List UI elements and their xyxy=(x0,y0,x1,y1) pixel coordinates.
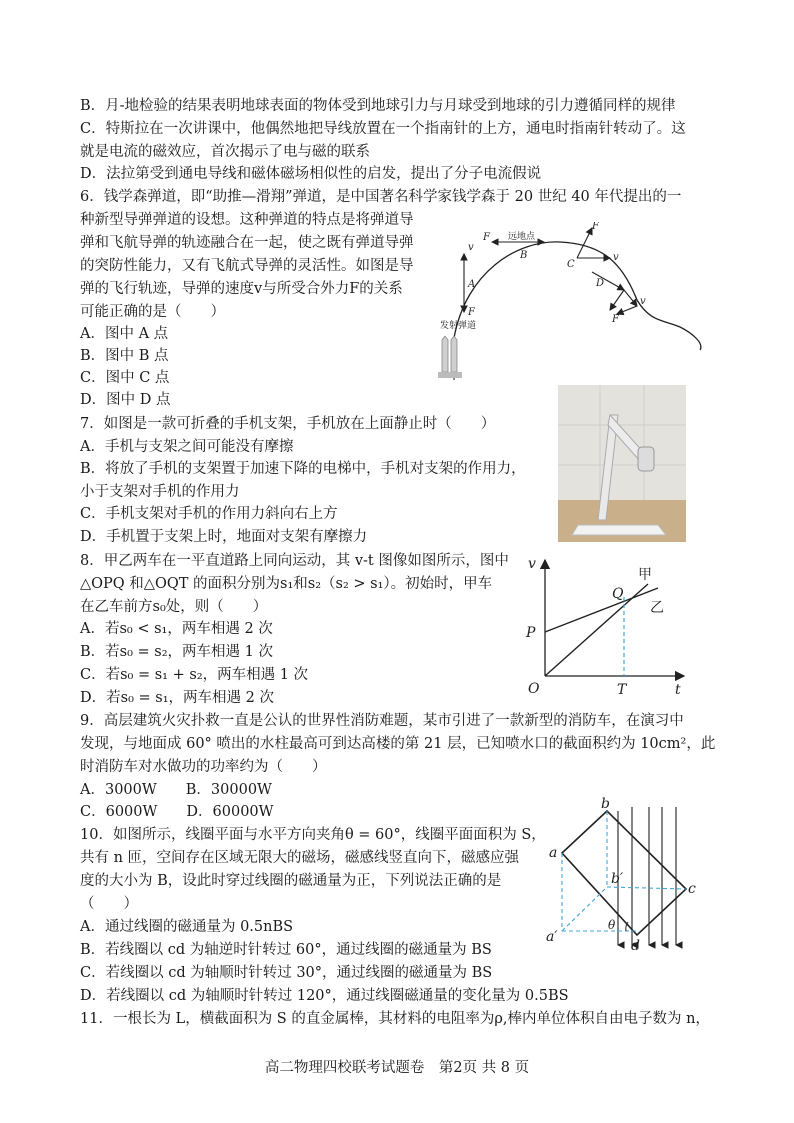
label-b: B xyxy=(520,250,528,261)
label-v-d: v xyxy=(640,296,646,307)
q6-option-b: B．图中 B 点 xyxy=(80,348,169,364)
label-c: c xyxy=(688,881,696,897)
q6-option-d: D．图中 D 点 xyxy=(80,392,171,408)
question-9-text: 发现，与地面成 60° 喷出的水柱最高可到达高楼的第 21 层，已知喷水口的截面积约为 10cm²，此 xyxy=(80,736,716,752)
option-d-text: D．法拉第受到通电导线和磁体磁场相似性的启发，提出了分子电流假说 xyxy=(80,166,542,182)
q8-option-b: B．若s₀ = s₂，两车相遇 1 次 xyxy=(80,644,273,660)
label-v-c: v xyxy=(613,252,619,263)
question-6-text: 种新型导弹弹道的设想。这种弹道的特点是将弹道导 xyxy=(80,212,414,228)
label-yi: 乙 xyxy=(650,600,664,616)
label-v: v xyxy=(528,556,536,572)
q10-option-b: B．若线圈以 cd 为轴逆时针转过 60°，通过线圈的磁通量为 BS xyxy=(80,942,492,958)
label-f-b: F xyxy=(483,232,490,243)
q9-options-cd: C．6000W D．60000W xyxy=(80,804,274,820)
label-d: D xyxy=(596,278,605,289)
question-6-text: 可能正确的是（ ） xyxy=(80,304,225,320)
q8-option-a: A．若s₀ < s₁，两车相遇 2 次 xyxy=(80,621,273,637)
missile-trajectory-figure xyxy=(432,222,714,380)
question-8-text: 在乙车前方s₀处，则（ ） xyxy=(80,599,268,615)
label-p: P xyxy=(526,625,536,641)
question-9-text: 时消防车对水做功的功率约为（ ） xyxy=(80,759,327,775)
question-11-text: 11．一根长为 L，横截面积为 S 的直金属棒，其材料的电阻率为ρ,棒内单位体积自由电子数为 n， xyxy=(80,1011,710,1027)
q7-option-d: D．手机置于支架上时，地面对支架有摩擦力 xyxy=(80,529,368,545)
label-apogee: 远地点 xyxy=(508,232,536,242)
option-c-text: C．特斯拉在一次讲课中，他偶然地把导线放置在一个指南针的上方，通电时指南针转动了。这 xyxy=(80,121,686,137)
q7-option-b: B．将放了手机的支架置于加速下降的电梯中，手机对支架的作用力， xyxy=(80,461,526,477)
missile-icon xyxy=(434,336,464,380)
q10-option-a: A．通过线圈的磁通量为 0.5nBS xyxy=(80,919,294,935)
question-6-text: 6．钱学森弹道，即“助推—滑翔”弹道，是中国著名科学家钱学森于 20 世纪 40 年代提出的一 xyxy=(80,189,682,205)
phone-stand-photo xyxy=(558,385,686,542)
question-7-text: 7．如图是一款可折叠的手机支架，手机放在上面静止时（ ） xyxy=(80,416,496,432)
label-a: a xyxy=(549,845,558,861)
coil-field-figure xyxy=(540,795,700,953)
label-b-prime: b′ xyxy=(611,871,624,887)
label-b: b xyxy=(601,796,610,812)
q6-option-a: A．图中 A 点 xyxy=(80,326,169,342)
question-6-text: 的突防性能力，又有飞航式导弹的灵活性。如图是导 xyxy=(80,258,414,274)
question-10-text: 共有 n 匝，空间存在区域无限大的磁场，磁感线竖直向下，磁感应强 xyxy=(80,850,520,866)
label-o: O xyxy=(528,681,540,697)
label-a-prime: a′ xyxy=(546,929,558,945)
force-arrow-d2 xyxy=(617,306,637,314)
q8-option-c: C．若s₀ = s₁ + s₂，两车相遇 1 次 xyxy=(80,667,309,683)
label-f-a: F xyxy=(468,307,475,318)
label-q: Q xyxy=(612,586,624,602)
question-9-text: 9．高层建筑火灾扑救一直是公认的世界性消防难题，某市引进了一款新型的消防车，在演习中 xyxy=(80,713,684,729)
question-6-text: 弹和飞航导弹的轨迹融合在一起，使之既有弹道导弹 xyxy=(80,235,414,251)
label-f-d: F xyxy=(612,314,619,325)
label-v-a: v xyxy=(468,242,474,253)
question-6-text: 弹的飞行轨迹，导弹的速度v与所受合外力F的关系 xyxy=(80,281,403,297)
label-t: t xyxy=(675,682,681,698)
velocity-arrow-d xyxy=(624,290,637,306)
question-8-text: △OPQ 和△OQT 的面积分别为s₁和s₂（s₂ > s₁）。初始时，甲车 xyxy=(80,576,493,592)
label-d: d xyxy=(631,938,640,953)
label-f-c: F xyxy=(592,222,599,232)
option-c-text-cont: 就是电流的磁效应，首次揭示了电与磁的联系 xyxy=(80,144,370,160)
option-b-text: B．月-地检验的结果表明地球表面的物体受到地球引力与月球受到地球的引力遵循同样的规律 xyxy=(80,98,676,114)
q7-option-b-cont: 小于支架对手机的作用力 xyxy=(80,484,240,500)
question-8-text: 8．甲乙两车在一平直道路上同向运动，其 v-t 图像如图所示，图中 xyxy=(80,553,509,569)
label-tt: T xyxy=(617,682,627,698)
vt-graph-figure xyxy=(518,556,688,698)
q10-option-d: D．若线圈以 cd 为轴顺时针转过 120°，通过线圈磁通量的变化量为 0.5BS xyxy=(80,988,569,1004)
q9-options-ab: A．3000W B．30000W xyxy=(80,782,272,798)
q6-option-c: C．图中 C 点 xyxy=(80,370,170,386)
question-10-text: （ ） xyxy=(80,896,138,912)
coil-square xyxy=(562,811,686,935)
q10-option-c: C．若线圈以 cd 为轴顺时针转过 30°，通过线圈的磁通量为 BS xyxy=(80,965,493,981)
label-jia: 甲 xyxy=(638,567,652,583)
force-arrow-c xyxy=(577,228,592,258)
label-launch: 发射弹道 xyxy=(440,321,477,331)
page-footer: 高二物理四校联考试题卷 第2页 共 8 页 xyxy=(264,1060,530,1076)
label-c: C xyxy=(567,259,575,270)
force-arrow-d xyxy=(610,290,624,310)
q8-option-d: D．若s₀ = s₁，两车相遇 2 次 xyxy=(80,690,274,706)
question-10-text: 10．如图所示，线圈平面与水平方向夹角θ = 60°，线圈平面面积为 S， xyxy=(80,827,546,843)
q7-option-c: C．手机支架对手机的作用力斜向右上方 xyxy=(80,506,338,522)
question-10-text: 度的大小为 B，设此时穿过线圈的磁通量为正，下列说法正确的是 xyxy=(80,873,502,889)
label-theta: θ xyxy=(608,918,616,932)
label-a: A xyxy=(468,279,476,290)
q7-option-a: A．手机与支架之间可能没有摩擦 xyxy=(80,439,294,455)
